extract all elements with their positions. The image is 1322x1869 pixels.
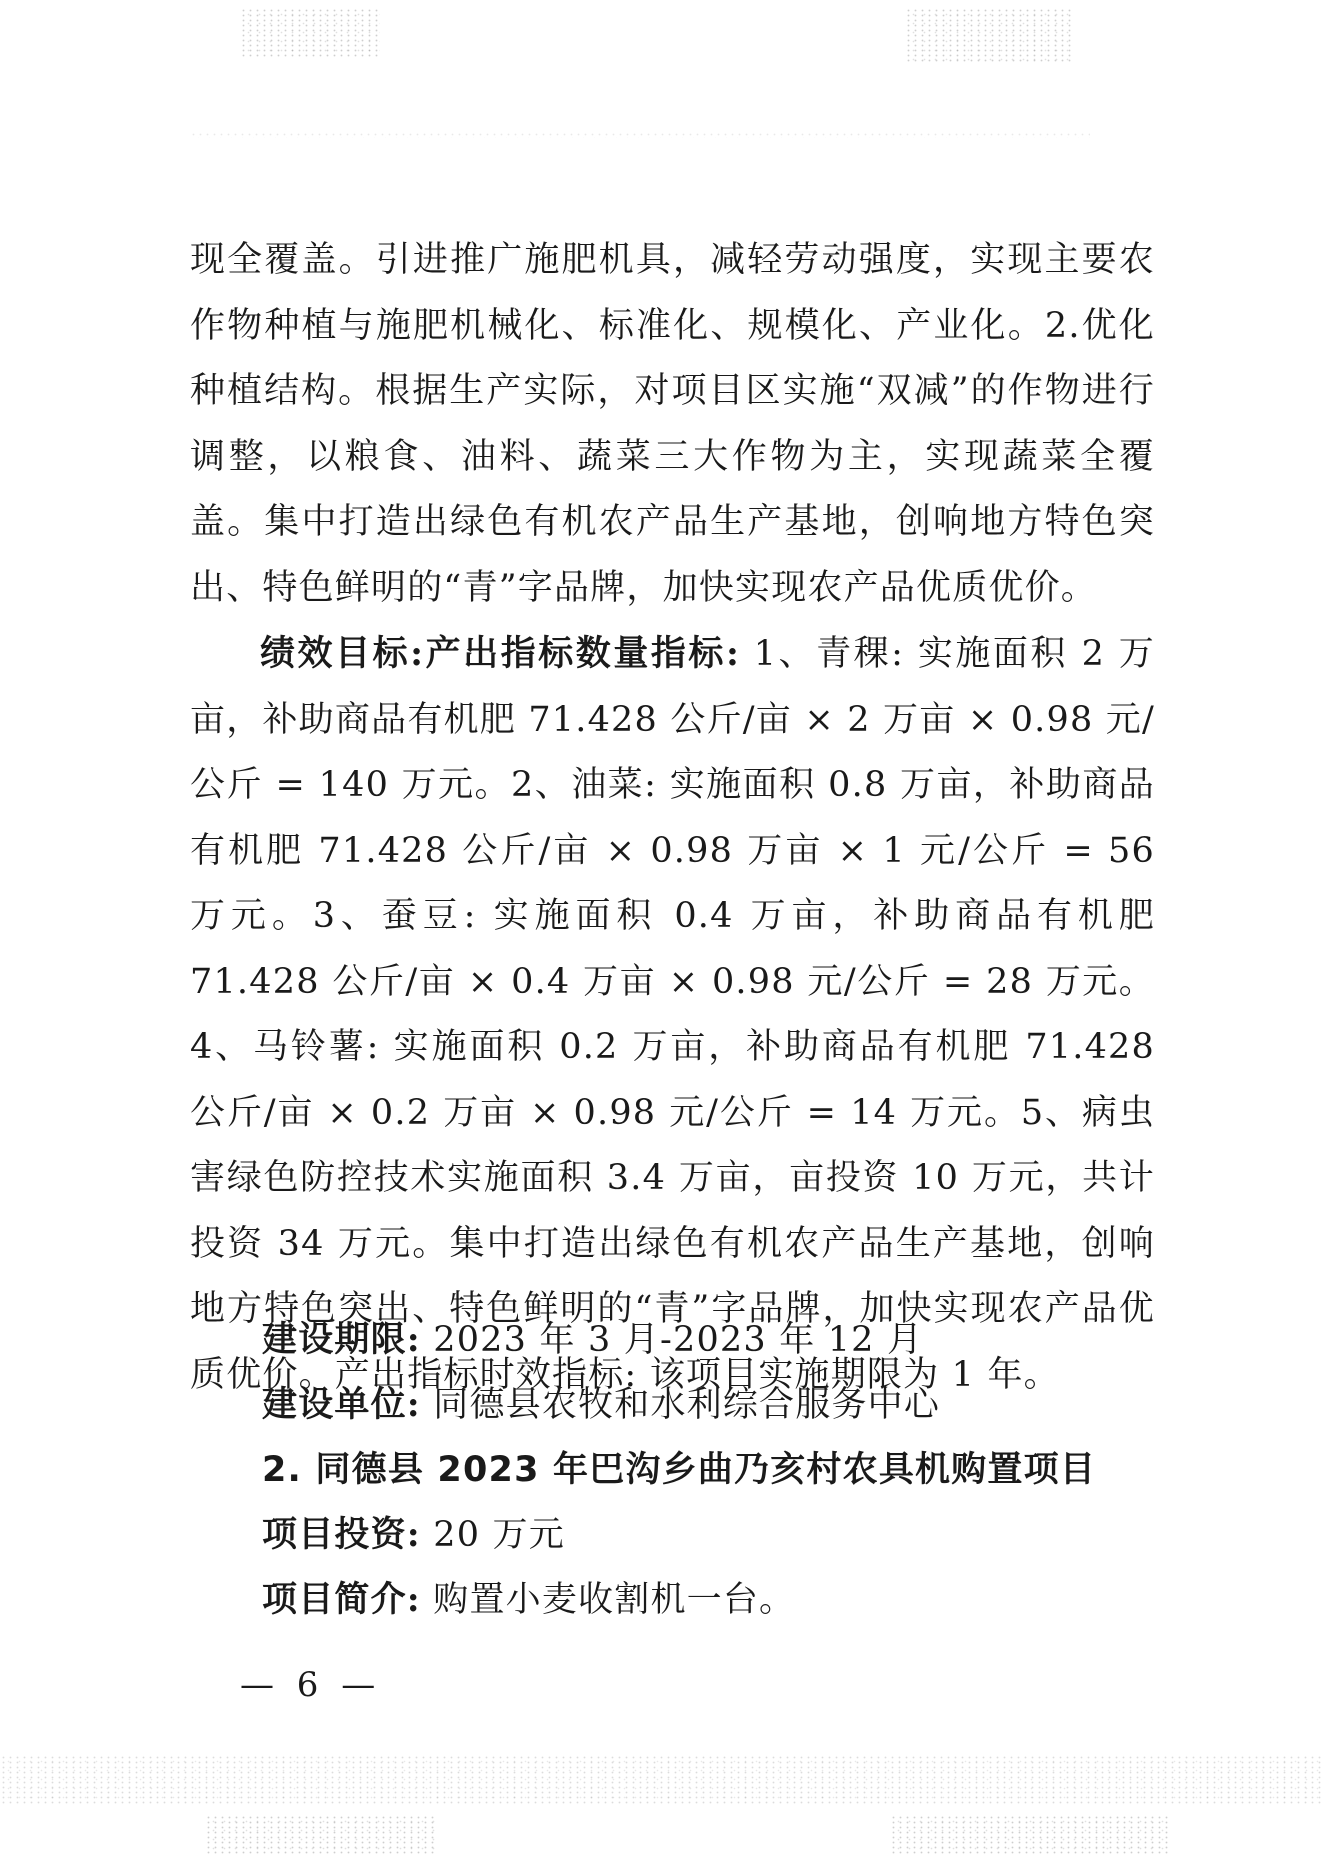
project-summary-value: 购置小麦收割机一台。 [420, 1580, 796, 1620]
project-investment-line [262, 1505, 565, 1565]
project-summary-label: 项目简介: [262, 1579, 421, 1620]
scan-noise-bottom-band [0, 1755, 1322, 1805]
performance-goals-label: 绩效目标:产出指标数量指标: [260, 633, 741, 674]
project-investment-value: 20 万元 [420, 1515, 565, 1555]
scan-noise-bottom-right [890, 1815, 1170, 1855]
paragraph-performance-goals [190, 621, 1155, 1408]
paragraph-continuation: 现全覆盖。引进推广施肥机具，减轻劳动强度，实现主要农作物种植与施肥机械化、标准化、规模化、产业化。2.优化种植结构。根据生产实际，对项目区实施“双减”的作物进行调整，以粮食、油料、蔬菜三大作物为主，实现蔬菜全覆盖。集中打造出绿色有机农产品生产基地，创响地方特色突出、特色鲜明的“青”字品牌，加快实现农产品优质优价。 [190, 240, 1155, 608]
construction-unit-line [262, 1375, 940, 1435]
construction-unit-value: 同德县农牧和水利综合服务中心 [420, 1385, 941, 1425]
project-summary-line [262, 1570, 795, 1630]
scan-noise-top-left [240, 8, 380, 58]
scan-noise-top-line [190, 132, 1090, 138]
performance-goals-text: 1、青稞: 实施面积 2 万亩，补助商品有机肥 71.428 公斤/亩 × 2 万亩 × 0.98 元/公斤 = 140 万元。2、油菜: 实施面积 0.8 万亩，补助商品有机肥 71.428 公斤/亩 × 0.98 万亩 × 1 元/公斤 = 56 万元。3、蚕豆: 实施面积 0.4 万亩，补助商品有机肥 71.428 公斤/亩 × 0.4 万亩 × 0.98 元/公斤 = 28 万元。4、马铃薯: 实施面积 0.2 万亩，补助商品有机肥 71.428 公斤/亩 × 0.2 万亩 × 0.98 元/公斤 = 14 万元。5、病虫害绿色防控技术实施面积 3.4 万亩，亩投资 10 万元，共计投资 34 万元。集中打造出绿色有机农产品生产基地，创响地方特色突出、特色鲜明的“青”字品牌，加快实现农产品优质优价。产出指标时效指标: 该项目实施期限为 1 年。 [190, 634, 1155, 1395]
construction-unit-label: 建设单位: [262, 1384, 421, 1425]
project-investment-label: 项目投资: [262, 1514, 421, 1555]
construction-period-line [262, 1310, 923, 1370]
construction-period-label: 建设期限: [262, 1319, 421, 1360]
project-title-line: 2. 同德县 2023 年巴沟乡曲乃亥村农具机购置项目 [262, 1450, 1097, 1490]
construction-period-value: 2023 年 3 月-2023 年 12 月 [420, 1320, 924, 1360]
scan-noise-top-right [905, 8, 1075, 63]
scan-noise-bottom-left [205, 1815, 435, 1855]
body-text [190, 228, 1155, 1408]
page-number: — 6 — [240, 1665, 382, 1705]
